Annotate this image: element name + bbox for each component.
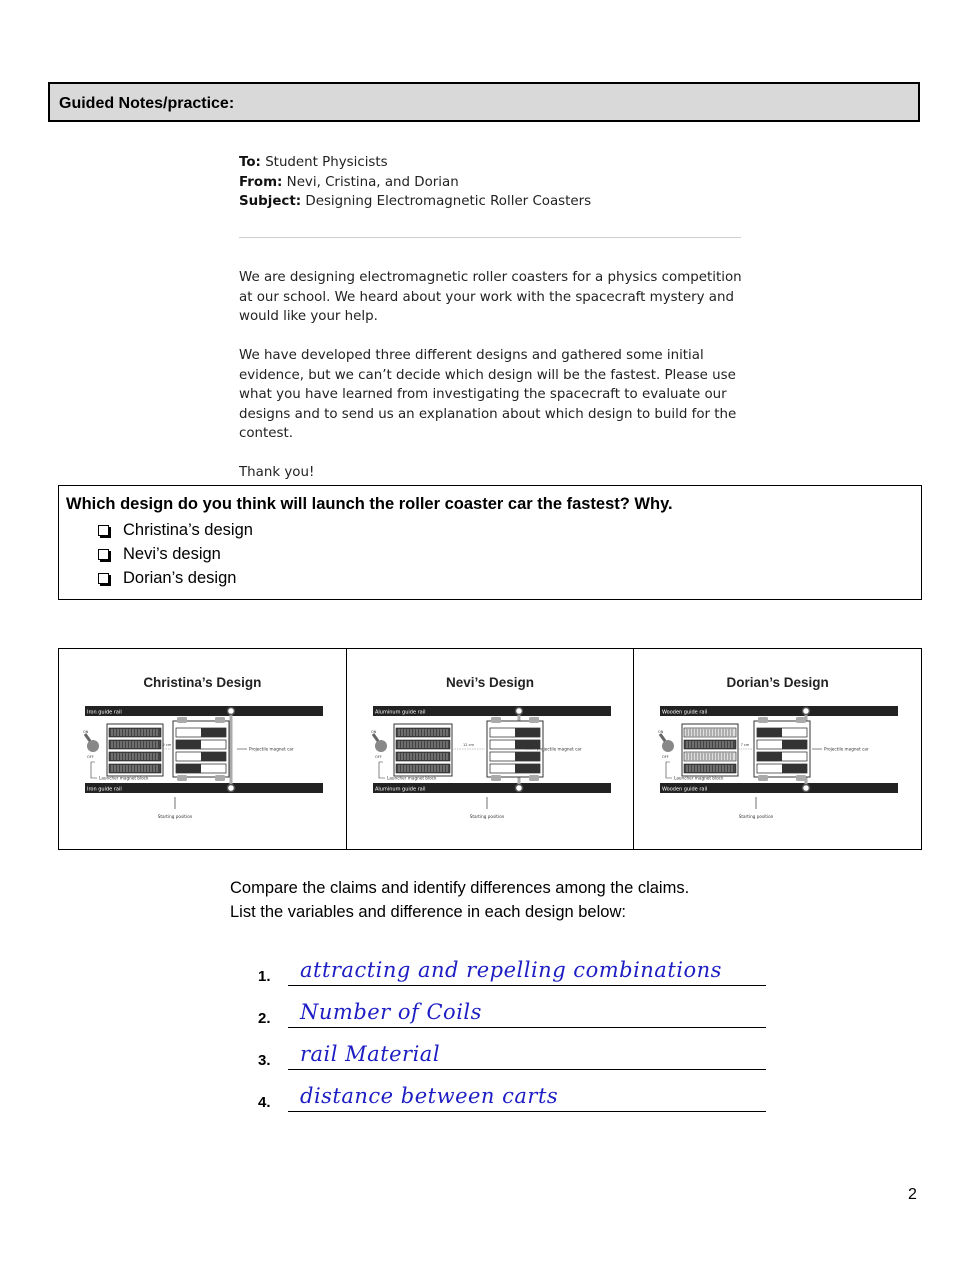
launcher-coil xyxy=(684,728,736,737)
car-wheel-icon xyxy=(758,717,768,723)
car-magnet-pole xyxy=(757,728,782,737)
answer-line[interactable] xyxy=(288,1069,766,1070)
memo-body xyxy=(239,268,744,502)
switch-on-label: ON xyxy=(370,730,377,734)
switch-off-label: OFF xyxy=(87,755,94,759)
switch-off-label: OFF xyxy=(662,755,670,759)
compare-line-1: Compare the claims and identify differences among the claims. xyxy=(230,879,690,897)
launcher-coil xyxy=(109,728,161,737)
switch-on-label: ON xyxy=(83,730,89,734)
from-label: From: xyxy=(239,174,283,190)
memo-signoff: Thank you! xyxy=(239,465,315,480)
car-wheel-icon xyxy=(177,717,187,723)
car-magnet-pole xyxy=(515,752,540,761)
answer-line[interactable] xyxy=(288,1111,766,1112)
option-christina[interactable] xyxy=(98,518,921,542)
design-panel-dorian xyxy=(634,649,921,849)
launcher-coil xyxy=(684,752,736,761)
question-box xyxy=(58,485,922,600)
car-wheel-icon xyxy=(177,775,187,781)
switch-on-label: ON xyxy=(658,730,664,734)
answer-number: 2. xyxy=(258,1010,271,1027)
rail-label: Aluminum guide rail xyxy=(374,786,426,793)
design-diagram-dorian xyxy=(634,649,921,849)
subject-label: Subject: xyxy=(239,194,302,209)
answer-number: 4. xyxy=(258,1094,271,1111)
switch-off-label: OFF xyxy=(374,755,382,759)
car-wheel-icon xyxy=(796,775,806,781)
to-label: To: xyxy=(239,155,261,170)
car-magnet-pole xyxy=(176,740,201,749)
launcher-coil xyxy=(684,740,736,749)
subject-value: Designing Electromagnetic Roller Coasters xyxy=(305,194,592,209)
car-magnet-pole xyxy=(782,740,807,749)
post-cap-icon xyxy=(803,785,810,792)
handwritten-answer: Number of Coils xyxy=(300,1000,482,1024)
page-number: 2 xyxy=(908,1186,917,1203)
compare-instructions xyxy=(230,876,689,924)
design-panel-christina xyxy=(59,649,347,849)
launcher-label: Launcher magnet block xyxy=(99,775,149,781)
option-dorian[interactable] xyxy=(98,566,921,590)
post-cap-icon xyxy=(803,708,810,715)
rail-label: Iron guide rail xyxy=(87,786,122,793)
gap-label: 12 cm xyxy=(462,743,474,747)
launcher-coil xyxy=(109,752,161,761)
answer-number: 3. xyxy=(258,1052,271,1069)
car-wheel-icon xyxy=(529,717,539,723)
gap-label: 7 cm xyxy=(741,743,750,747)
launcher-coil xyxy=(109,764,161,773)
option-label: Nevi’s design xyxy=(123,545,221,563)
question-title: Which design do you think will launch the roller coaster car the fastest? Why. xyxy=(66,495,673,513)
option-nevi[interactable] xyxy=(98,542,921,566)
checkbox-icon[interactable] xyxy=(98,549,109,560)
rail-label: Wooden guide rail xyxy=(662,786,708,793)
projectile-label: Projectile magnet car xyxy=(536,746,582,752)
projectile-label: Projectile magnet car xyxy=(824,746,870,752)
switch-lever-icon xyxy=(373,734,378,741)
design-diagram-nevi xyxy=(347,649,634,849)
launcher-arrow xyxy=(666,762,672,778)
design-diagram-christina xyxy=(59,649,346,849)
car-magnet-pole xyxy=(201,728,226,737)
car-magnet-pole xyxy=(782,764,807,773)
header-title: Guided Notes/practice: xyxy=(59,95,235,112)
launcher-arrow xyxy=(379,762,385,778)
memo-paragraph: We have developed three different designs and gathered some initial evidence, but we can’t decide which design will be the fastest. Please use what you have learned from investigating the spacecraft to evaluate our designs and to send us an explanation about which design to build for the contest. xyxy=(239,348,737,441)
projectile-label: Projectile magnet car xyxy=(249,746,294,752)
car-wheel-icon xyxy=(491,775,501,781)
launcher-label: Launcher magnet block xyxy=(674,775,724,781)
option-label: Christina’s design xyxy=(123,521,253,539)
handwritten-answer: attracting and repelling combinations xyxy=(300,958,722,982)
handwritten-answer: rail Material xyxy=(300,1042,441,1066)
rail-label: Wooden guide rail xyxy=(662,709,708,716)
start-label: Starting position xyxy=(739,814,774,819)
car-wheel-icon xyxy=(758,775,768,781)
launcher-coil xyxy=(684,764,736,773)
option-label: Dorian’s design xyxy=(123,569,237,587)
rail-label: Aluminum guide rail xyxy=(374,709,426,716)
answer-line[interactable] xyxy=(288,985,766,986)
design-title: Christina’s Design xyxy=(143,675,262,690)
guided-notes-header xyxy=(48,82,920,122)
memo-divider xyxy=(239,237,741,238)
car-magnet-pole xyxy=(515,764,540,773)
launcher-arrow xyxy=(91,762,97,778)
handwritten-answer: distance between carts xyxy=(300,1084,559,1108)
checkbox-icon[interactable] xyxy=(98,525,109,536)
checkbox-icon[interactable] xyxy=(98,573,109,584)
switch-lever-icon xyxy=(85,734,90,741)
design-diagrams xyxy=(58,648,922,850)
car-wheel-icon xyxy=(215,775,225,781)
launcher-coil xyxy=(109,740,161,749)
post-cap-icon xyxy=(228,708,235,715)
post-cap-icon xyxy=(228,785,235,792)
from-value: Nevi, Cristina, and Dorian xyxy=(286,174,459,190)
start-label: Starting position xyxy=(157,814,193,819)
car-magnet-pole xyxy=(757,752,782,761)
start-label: Starting position xyxy=(469,814,504,819)
car-magnet-pole xyxy=(176,764,201,773)
gap-label: 2 cm xyxy=(162,743,172,747)
car-wheel-icon xyxy=(491,717,501,723)
car-magnet-pole xyxy=(201,752,226,761)
car-wheel-icon xyxy=(529,775,539,781)
answer-number: 1. xyxy=(258,968,271,985)
design-panel-nevi xyxy=(347,649,635,849)
car-wheel-icon xyxy=(796,717,806,723)
rail-label: Iron guide rail xyxy=(87,709,122,716)
post-cap-icon xyxy=(515,708,522,715)
memo-paragraph: We are designing electromagnetic roller coasters for a physics competition at our school. We heard about your work with the spacecraft mystery and would like your help. xyxy=(239,270,742,324)
compare-line-2: List the variables and difference in each design below: xyxy=(230,903,626,921)
car-magnet-pole xyxy=(515,728,540,737)
design-title: Dorian’s Design xyxy=(726,675,829,690)
memo-header xyxy=(239,153,744,212)
design-title: Nevi’s Design xyxy=(445,675,535,690)
answer-line[interactable] xyxy=(288,1027,766,1028)
switch-lever-icon xyxy=(660,734,665,741)
launcher-label: Launcher magnet block xyxy=(386,775,437,781)
post-cap-icon xyxy=(515,785,522,792)
car-wheel-icon xyxy=(215,717,225,723)
to-value: Student Physicists xyxy=(265,155,388,170)
